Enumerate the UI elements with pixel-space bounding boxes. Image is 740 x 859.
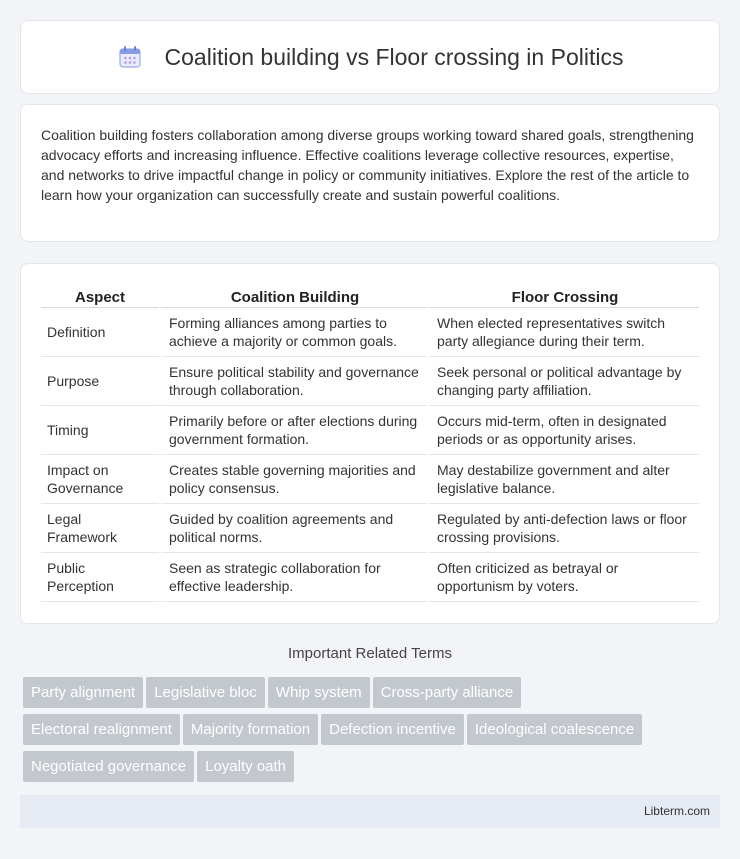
row-floor: Regulated by anti-defection laws or floor crossing provisions.	[427, 504, 699, 553]
tag-electoral-realignment[interactable]: Electoral realignment	[23, 714, 180, 745]
table-header-row	[41, 284, 699, 308]
table-row	[41, 553, 699, 602]
row-aspect: Timing	[41, 406, 159, 455]
related-terms-list	[23, 677, 723, 788]
footer	[20, 795, 720, 828]
intro-card	[20, 104, 720, 242]
tag-whip-system[interactable]: Whip system	[268, 677, 370, 708]
tag-negotiated-governance[interactable]: Negotiated governance	[23, 751, 194, 782]
row-coalition: Seen as strategic collaboration for effective leadership.	[159, 553, 427, 602]
table-row	[41, 308, 699, 357]
tag-majority-formation[interactable]: Majority formation	[183, 714, 318, 745]
calendar-icon	[117, 44, 143, 70]
row-floor: Often criticized as betrayal or opportunism by voters.	[427, 553, 699, 602]
row-floor: Occurs mid-term, often in designated periods or as opportunity arises.	[427, 406, 699, 455]
table-row	[41, 455, 699, 504]
related-terms-title: Important Related Terms	[288, 645, 452, 662]
page-title: Coalition building vs Floor crossing in Politics	[164, 43, 624, 70]
header-card	[20, 20, 720, 94]
row-floor: May destabilize government and alter legislative balance.	[427, 455, 699, 504]
tag-loyalty-oath[interactable]: Loyalty oath	[197, 751, 294, 782]
row-aspect: Impact on Governance	[41, 455, 159, 504]
row-coalition: Guided by coalition agreements and political norms.	[159, 504, 427, 553]
tag-legislative-bloc[interactable]: Legislative bloc	[146, 677, 265, 708]
table-row	[41, 504, 699, 553]
tag-party-alignment[interactable]: Party alignment	[23, 677, 143, 708]
footer-site-link[interactable]: Libterm.com	[643, 804, 710, 818]
header-floor-crossing: Floor Crossing	[427, 284, 699, 308]
row-aspect: Definition	[41, 308, 159, 357]
tag-defection-incentive[interactable]: Defection incentive	[321, 714, 464, 745]
table-row	[41, 406, 699, 455]
intro-text: Coalition building fosters collaboration among diverse groups working toward shared goals, strengthening advocacy efforts and increasing influence. Effective coalitions leverage collective resources, expertise, and networks to drive impactful change in policy or community initiatives. Explore the rest of the article to learn how your organization can successfully create and sustain powerful coalitions.	[41, 127, 694, 203]
row-aspect: Purpose	[41, 357, 159, 406]
row-aspect: Legal Framework	[41, 504, 159, 553]
header-aspect: Aspect	[41, 284, 159, 308]
row-coalition: Forming alliances among parties to achieve a majority or common goals.	[159, 308, 427, 357]
comparison-card	[20, 263, 720, 624]
header-coalition-building: Coalition Building	[159, 284, 427, 308]
tag-ideological-coalescence[interactable]: Ideological coalescence	[467, 714, 642, 745]
row-aspect: Public Perception	[41, 553, 159, 602]
row-coalition: Ensure political stability and governance through collaboration.	[159, 357, 427, 406]
row-floor: When elected representatives switch party allegiance during their term.	[427, 308, 699, 357]
tag-cross-party-alliance[interactable]: Cross-party alliance	[373, 677, 522, 708]
row-coalition: Primarily before or after elections during government formation.	[159, 406, 427, 455]
row-coalition: Creates stable governing majorities and policy consensus.	[159, 455, 427, 504]
row-floor: Seek personal or political advantage by changing party affiliation.	[427, 357, 699, 406]
table-row	[41, 357, 699, 406]
comparison-table	[41, 284, 699, 602]
